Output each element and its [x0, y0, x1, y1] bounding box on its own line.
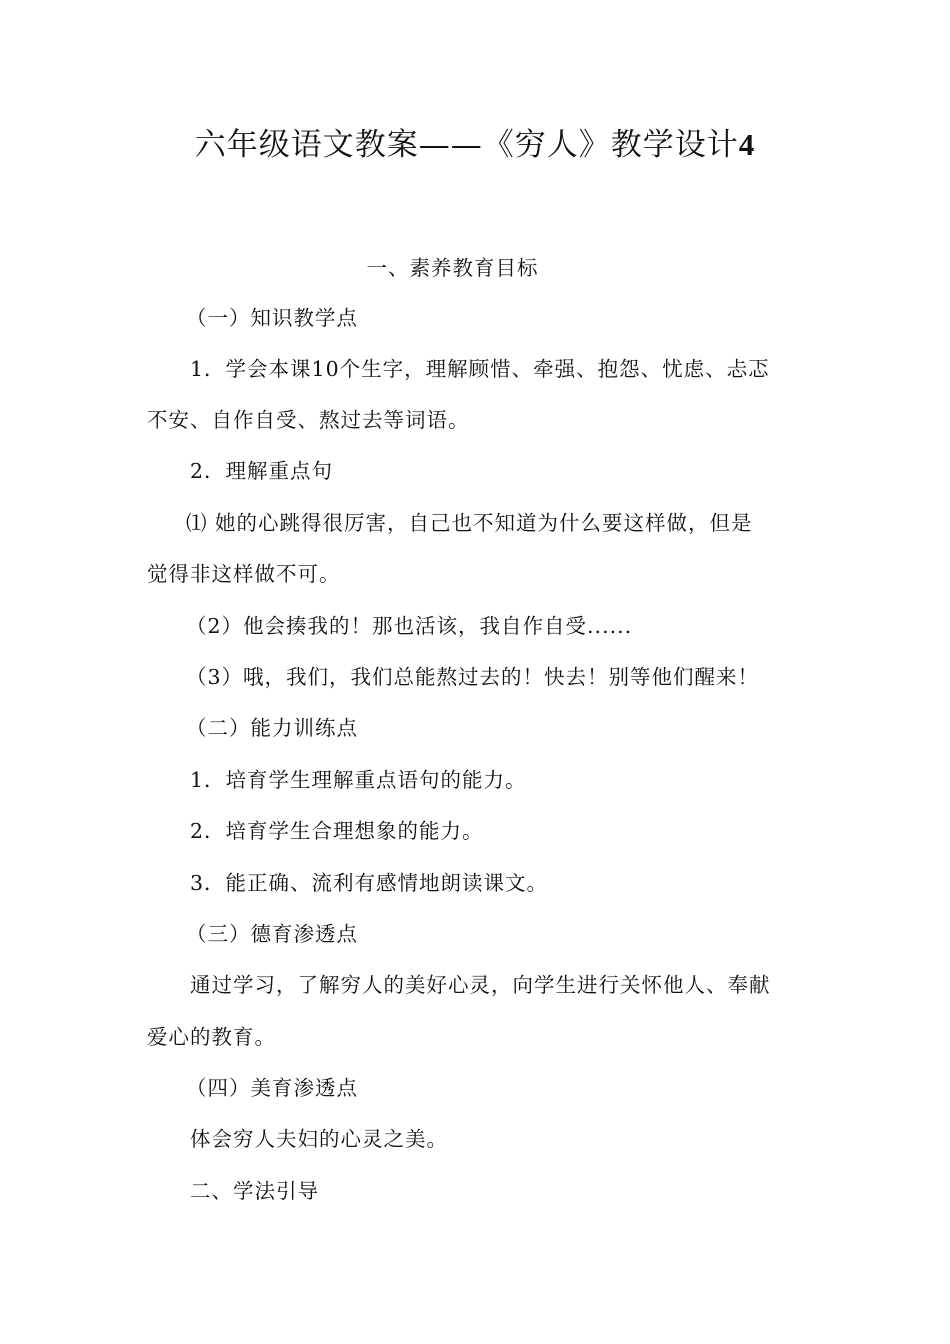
- key-sentence-2: （2）他会揍我的！那也活该，我自作自受......: [186, 614, 633, 638]
- key-sentence-3: （3）哦，我们，我们总能熬过去的！快去！别等他们醒来！: [186, 665, 760, 689]
- document-title: [0, 122, 950, 168]
- key-sentence-1-cont: 觉得非这样做不可。: [147, 562, 341, 586]
- ability-item-2: 2．培育学生合理想象的能力。: [190, 819, 484, 843]
- subheading-knowledge: （一）知识教学点: [186, 306, 358, 330]
- ability-item-3: 3．能正确、流利有感情地朗读课文。: [190, 871, 549, 895]
- knowledge-item-2: 2．理解重点句: [190, 459, 334, 483]
- title-number: 4: [738, 127, 756, 162]
- moral-text: 通过学习，了解穷人的美好心灵，向学生进行关怀他人、奉献: [190, 973, 771, 997]
- subheading-aesthetic: （四）美育渗透点: [186, 1076, 358, 1100]
- moral-text-cont: 爱心的教育。: [147, 1025, 276, 1049]
- title-text: 六年级语文教案——《穷人》教学设计: [194, 127, 739, 163]
- section-heading-2: 二、学法引导: [190, 1179, 319, 1203]
- subheading-moral: （三）德育渗透点: [186, 922, 358, 946]
- knowledge-item-1-cont: 不安、自作自受、熬过去等词语。: [147, 408, 470, 432]
- knowledge-item-1: 1．学会本课10个生字，理解顾惜、牵强、抱怨、忧虑、忐忑: [190, 357, 770, 381]
- subheading-ability: （二）能力训练点: [186, 716, 358, 740]
- aesthetic-text: 体会穷人夫妇的心灵之美。: [190, 1127, 448, 1151]
- key-sentence-1: ⑴ 她的心跳得很厉害，自己也不知道为什么要这样做，但是: [186, 511, 753, 535]
- ability-item-1: 1．培育学生理解重点语句的能力。: [190, 768, 527, 792]
- section-heading-1: 一、素养教育目标: [366, 256, 539, 280]
